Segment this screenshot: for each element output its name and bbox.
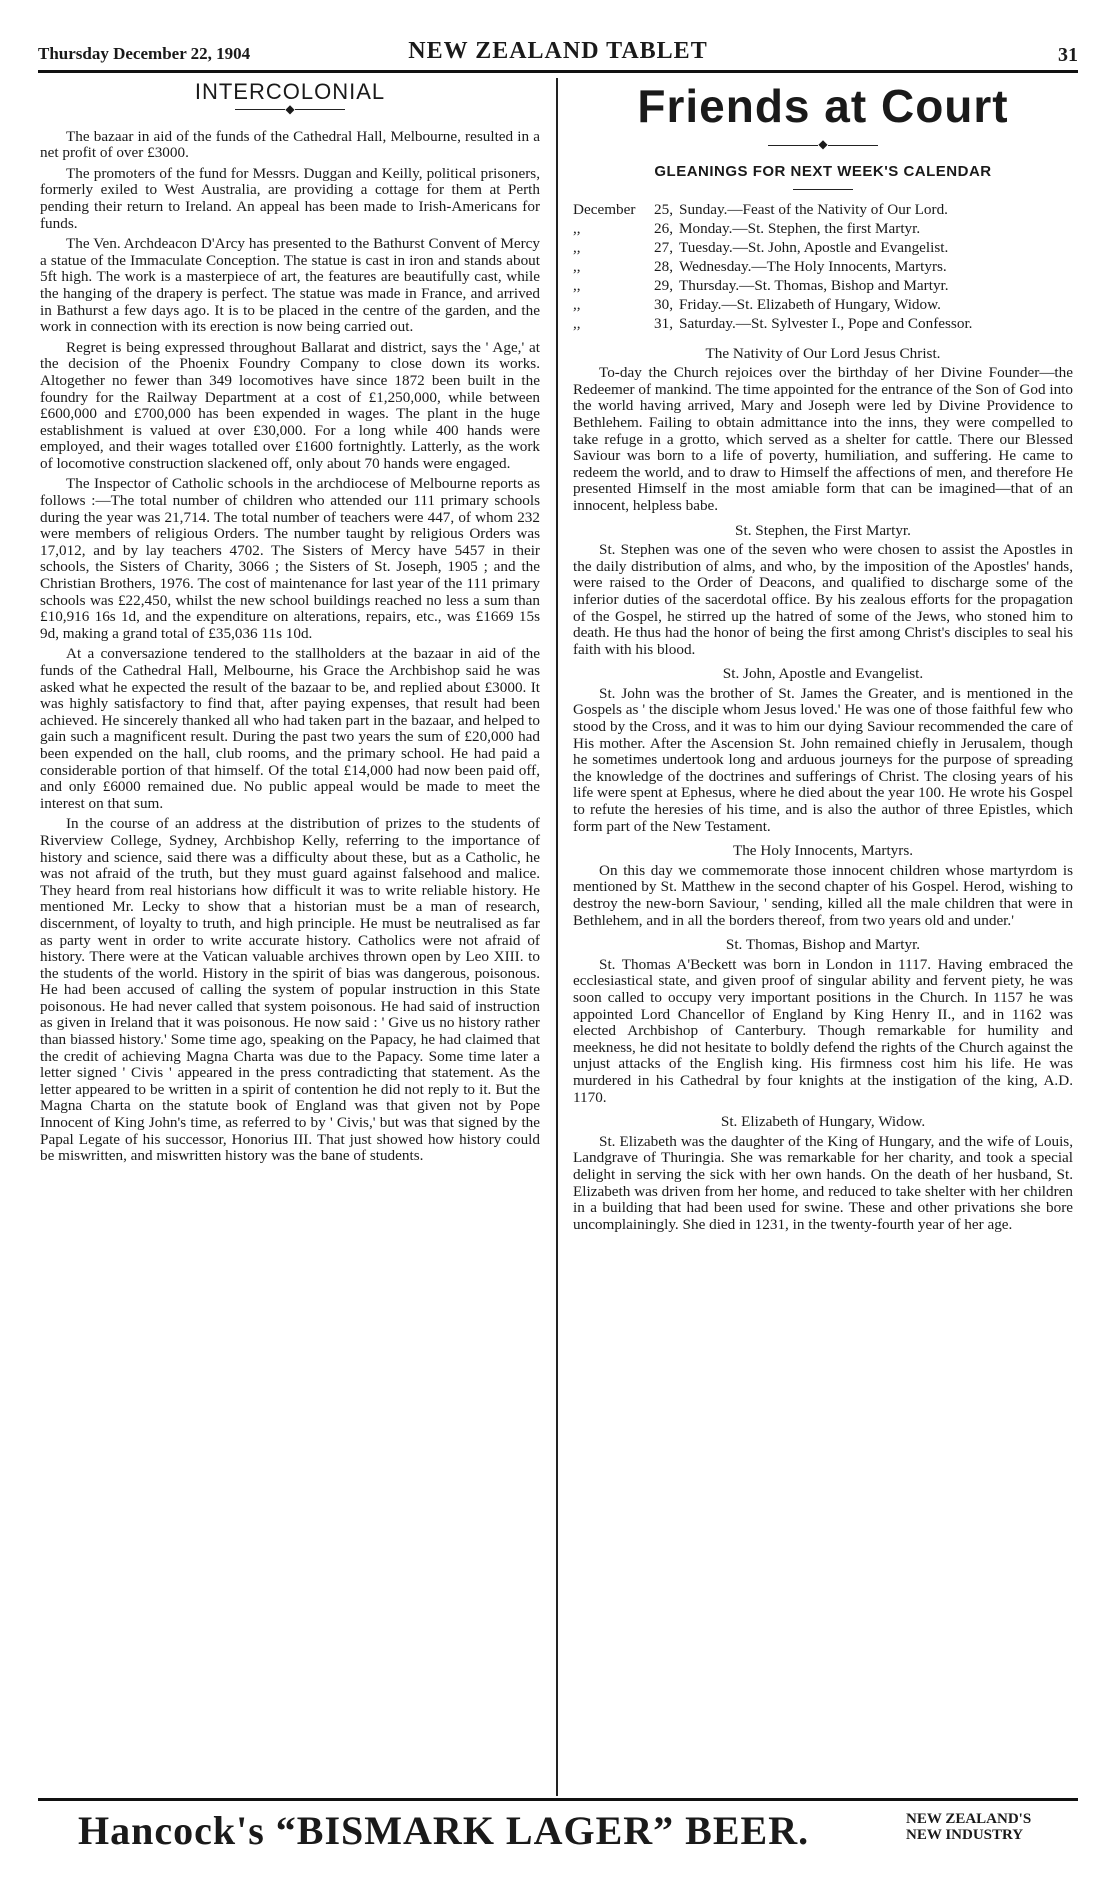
calendar-entry (573, 221, 1073, 237)
calendar-day: 30, (654, 295, 673, 313)
calendar-day: 27, (654, 238, 673, 256)
industry-line: NEW INDUSTRY (906, 1827, 1024, 1843)
calendar-feast: Thursday.—St. Thomas, Bishop and Martyr. (679, 276, 949, 294)
calendar-month: ,, (573, 238, 581, 256)
advertisement-footer (38, 1805, 1078, 1865)
calendar-entry (573, 316, 1073, 332)
section-heading: St. John, Apostle and Evangelist. (722, 665, 924, 683)
news-paragraph: The promoters of the fund for Messrs. Duggan and Keilly, political prisoners, formerly exiled to West Australia, are providing a cottage for them at Perth pending their return to Ireland. An appeal has been made to Irish-Americans for funds. (40, 164, 540, 232)
section-body: St. John was the brother of St. James the Greater, and is mentioned in the Gospels as ' the disciple whom Jesus loved.' He was one of those faithful few who stood by the Cross, and it was to him our dying Saviour recommended the care of His mother. After the Ascension St. John remained chiefly in Jerusalem, though he sometimes undertook long and arduous journeys for the purpose of spreading the knowledge of the doctrines and sufferings of Christ. The closing years of his life were spent at Ephesus, where he died about the year 100. He wrote his Gospel to refute the heresies of his time, and is also the author of three Epistles, which form part of the New Testament. (573, 684, 1073, 835)
calendar-month: December (573, 200, 636, 218)
calendar-feast: Saturday.—St. Sylvester I., Pope and Confessor. (679, 314, 973, 332)
calendar-feast: Monday.—St. Stephen, the first Martyr. (679, 219, 921, 237)
calendar-month: ,, (573, 295, 581, 313)
section-heading: St. Stephen, the First Martyr. (735, 521, 911, 539)
news-paragraph: The Ven. Archdeacon D'Arcy has presented to the Bathurst Convent of Mercy a statue of the Immaculate Conception. The statue is cast in iron and stands about 5ft high. The work is a masterpiece of art, the features are beautifully cast, while the hanging of the drapery is perfect. The statue was made in France, and arrived in Bathurst a few days ago. It is to be placed in the centre of the garden, and the work in connection with its erection is now being carried out. (40, 235, 540, 336)
calendar-month: ,, (573, 219, 581, 237)
section-body: St. Elizabeth was the daughter of the King of Hungary, and the wife of Louis, Landgrave of Thuringia. She was remarkable for her charity, and took a special delight in serving the sick with her own hands. On the death of her husband, St. Elizabeth was driven from her home, and reduced to take shelter with her children in a building that had been used for swine. These and other privations she bore uncomplainingly. She died in 1231, in the twenty-fourth year of her age. (573, 1132, 1073, 1233)
beer-advertisement: Hancock's “BISMARK LAGER” BEER. (78, 1808, 810, 1853)
calendar-month: ,, (573, 314, 581, 332)
calendar-day: 31, (654, 314, 673, 332)
page-header (38, 38, 1078, 68)
news-paragraph: At a conversazione tendered to the stallholders at the bazaar in aid of the funds of the Cathedral Hall, Melbourne, his Grace the Archbishop said he was asked what he expected the result of the bazaar to be, and replied about £3000. It was highly satisfactory to find that, after paying expenses, that result had been achieved. He sincerely thanked all who had taken part in the bazaar, and helped to gain such a magnificent result. During the past two years the sum of £20,000 had been expended on the hall, club rooms, and the primary school. He had paid a considerable portion of that himself. Of the total £14,000 had now been paid off, and only £6000 remained due. No public appeal would be made to meet the interest on that sum. (40, 645, 540, 812)
publication-title: NEW ZEALAND TABLET (408, 38, 708, 64)
news-paragraph: In the course of an address at the distribution of prizes to the students of Riverview College, Sydney, Archbishop Kelly, referring to the importance of history and science, said there was a difficulty about these, but as a Catholic, he was not afraid of the truth, but they must guard against falsehood and malice. They heard from real historians how difficult it was to write reliable history. He mentioned Mr. Lecky to show that a historian must be a man of research, discernment, of loyalty to truth, and high principle. He must be neutralised as far as party went in order to write accurate history. Catholics were not afraid of history. There were at the Vatican valuable archives thrown open by Leo XIII. to the students of the world. History in the spirit of bias was dangerous, poisonous. He had been accused of calling the system of popular instruction in this State poisonous. He had never called that system poisonous. He had said of instruction as given in Ireland that it was poisonous. He now said : ' Give us no history rather than biassed history.' Some time ago, speaking on the Papacy, he had claimed that the credit of achieving Magna Charta was due to the Papacy. Some time later a letter signed ' Civis ' appeared in the press contradicting that statement. As the letter appeared to be written in a spirit of contention he did not reply to it. But the Magna Charta on the statute book of England was that given not by Pope Innocent of King John's time, as referred to by ' Civis,' but was that signed by the Papal Legate of his successor, Honorius III. That just showed how history could be miswritten, and miswritten history was the bane of students. (40, 815, 540, 1165)
calendar-feast: Wednesday.—The Holy Innocents, Martyrs. (679, 257, 947, 275)
section-heading: The Nativity of Our Lord Jesus Christ. (705, 344, 941, 362)
calendar-day: 29, (654, 276, 673, 294)
section-body: St. Stephen was one of the seven who were chosen to assist the Apostles in the daily distribution of alms, and who, by the imposition of the Apostles' hands, were raised to the Order of Deacons, and qualified to discharge some of the inferior duties of the sacerdotal office. By his zealous efforts for the propagation of the Gospel, he stirred up the hatred of some of the Jews, who stoned him to death. He thus had the honor of being the first among Christ's disciples to seal his faith with his blood. (573, 541, 1073, 658)
calendar-day: 28, (654, 257, 673, 275)
industry-tagline (906, 1811, 1031, 1843)
calendar-subheading: GLEANINGS FOR NEXT WEEK'S CALENDAR (654, 163, 992, 180)
news-paragraph: Regret is being expressed throughout Ballarat and district, says the ' Age,' at the decision of the Phoenix Foundry Company to close down its works. Altogether no fewer than 349 locomotives have since 1872 been built in the foundry for the Railway Department at a cost of £1,250,000, while between £600,000 and £700,000 has been expended in wages. The plant in the huge establishment is valued at over £30,000. For a long while 400 hands were employed, and their wages totalled over £1600 fortnightly. Latterly, as the work of locomotive construction slackened off, only about 70 hands were engaged. (40, 338, 540, 472)
calendar-entry (573, 259, 1073, 275)
section-heading: The Holy Innocents, Martyrs. (732, 842, 914, 860)
footer-rule (38, 1798, 1078, 1801)
industry-line: NEW ZEALAND'S (906, 1811, 1032, 1827)
section-body: To-day the Church rejoices over the birthday of her Divine Founder—the Redeemer of mankind. The time appointed for the entrance of the Son of God into the world having arrived, Mary and Joseph were led by Divine Providence to Bethlehem. Failing to obtain admittance into the inns, they were compelled to take refuge in a grotto, which served as a shelter for cattle. There our Blessed Saviour was born to a life of poverty, humiliation, and suffering. He came to redeem the world, and to draw to Himself the affections of men, and therefore He presented Himself in the most amiable form that can be imagined—that of an innocent, helpless babe. (573, 364, 1073, 514)
calendar-feast: Tuesday.—St. John, Apostle and Evangelist. (679, 238, 949, 256)
friends-at-court-column (573, 80, 1073, 1235)
calendar-month: ,, (573, 257, 581, 275)
news-paragraph: The Inspector of Catholic schools in the archdiocese of Melbourne reports as follows :—The total number of children who attended our 111 primary schools during the year was 21,714. The total number of teachers were 447, of whom 232 were members of religious Orders. The number taught by religious Orders was 17,012, and by lay teachers 4702. The Sisters of Mercy have 5457 in their schools, the Sisters of Charity, 3066 ; the Sisters of St. Joseph, 1905 ; and the Christian Brothers, 1976. The cost of maintenance for last year of the 111 primary schools was £22,450, whilst the new school buildings reached no less a sum than £10,916 16s 1d, and the expenditure on alterations, repairs, etc., was £1669 15s 9d, making a grand total of £35,036 11s 10d. (40, 475, 540, 642)
section-heading: St. Thomas, Bishop and Martyr. (725, 936, 921, 954)
calendar-feast: Sunday.—Feast of the Nativity of Our Lord. (679, 200, 948, 218)
page-number: 31 (1058, 44, 1078, 66)
news-paragraph: The bazaar in aid of the funds of the Cathedral Hall, Melbourne, resulted in a net profit of over £3000. (40, 127, 540, 162)
intercolonial-column (40, 80, 540, 1169)
ornament-divider: ◆ (40, 103, 540, 115)
calendar-list (573, 202, 1073, 332)
calendar-month: ,, (573, 276, 581, 294)
calendar-entry (573, 202, 1073, 218)
ornament-divider: ◆ (573, 138, 1073, 150)
column-divider (556, 78, 558, 1796)
issue-date: Thursday December 22, 1904 (38, 44, 251, 63)
calendar-feast: Friday.—St. Elizabeth of Hungary, Widow. (679, 295, 941, 313)
section-heading: St. Elizabeth of Hungary, Widow. (720, 1113, 926, 1131)
calendar-entry (573, 240, 1073, 256)
short-rule (793, 189, 853, 190)
calendar-entry (573, 278, 1073, 294)
calendar-entry (573, 297, 1073, 313)
section-body: St. Thomas A'Beckett was born in London in 1117. Having embraced the ecclesiastical state, and given proof of singular ability and fervent piety, he was soon called to occupy very important positions in the Church. In 1157 he was appointed Lord Chancellor of England by King Henry II., and in 1162 was elected Archbishop of Canterbury. Though remarkable for humility and meekness, he did not hesitate to boldly defend the rights of the Church against the unjust attacks of the English king. His firmness cost him his life. He was murdered in his Cathedral by four knights at the instigation of the king, A.D. 1170. (573, 955, 1073, 1106)
calendar-day: 25, (654, 200, 673, 218)
intercolonial-heading: INTERCOLONIAL (194, 79, 386, 104)
header-rule (38, 70, 1078, 73)
friends-at-court-heading: Friends at Court (637, 80, 1009, 132)
section-body: On this day we commemorate those innocent children whose martyrdom is mentioned by St. Matthew in the second chapter of his Gospel. Herod, wishing to destroy the new-born Saviour, ' sending, killed all the male children that were in Bethlehem, and in all the borders thereof, from two years old and under.' (573, 861, 1073, 929)
calendar-day: 26, (654, 219, 673, 237)
